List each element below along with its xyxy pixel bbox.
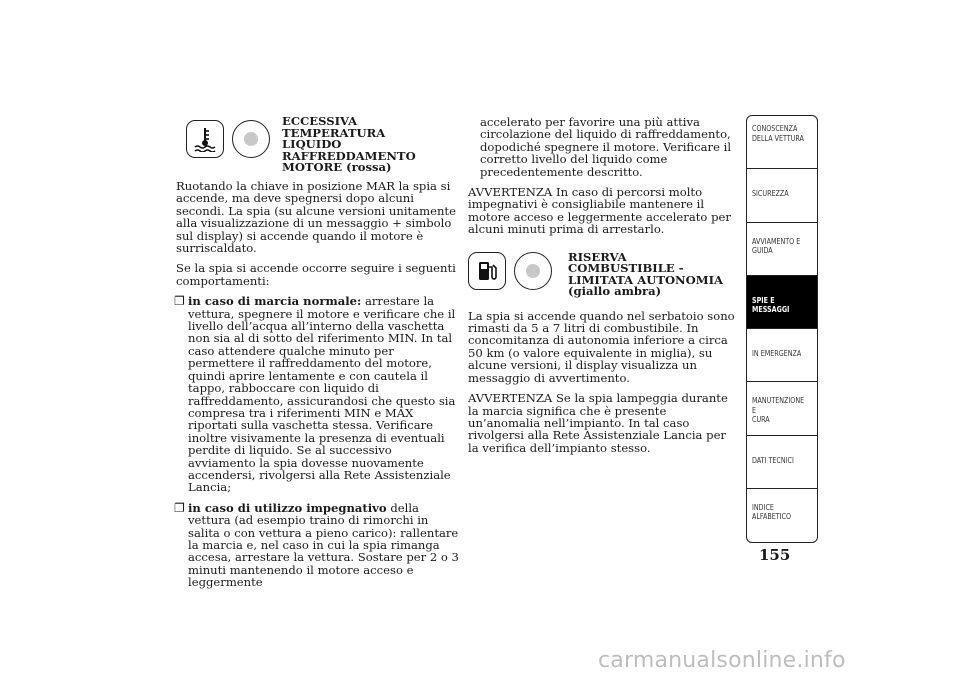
fuel-paragraph: La spia si accende quando nel serbatoio sono rimasti da 5 a 7 litri di combustibile. In concomitanza di autonomia inferiore a circa 50 km (o valore equivalente in miglia), su alcune versioni, il display visualizza un messaggio di avvertimento. [468, 308, 735, 385]
tab-manutenzione[interactable]: MANUTENZIONE E CURA [747, 382, 817, 435]
indicator-light-icon [232, 120, 270, 158]
continued-paragraph: accelerato per favorire una più attiva circolazione del liquido di raffreddamento, dopodiché spegnere il motore. Verificare il corretto livello del liquido come precedentemente descritto. [480, 115, 732, 179]
checkbox-bullet-icon: ❐ [174, 294, 185, 309]
coolant-paragraph-2: Se la spia si accende occorre seguire i seguenti comportamenti: [176, 261, 456, 288]
left-column [176, 116, 461, 597]
warning-note-2: AVVERTENZA Se la spia lampeggia durante la marcia significa che è presente un’anomalia nell’impianto. In tal caso rivolgersi alla Rete Assistenziale Lancia per la verifica dell’impianto stesso. [468, 391, 728, 455]
page-number: 155 [759, 546, 791, 564]
checkbox-bullet-icon: ❐ [174, 500, 185, 515]
indicator-light-icon [514, 252, 552, 290]
tab-conoscenza[interactable]: CONOSCENZA DELLA VETTURA [747, 116, 817, 169]
tab-indice[interactable]: INDICE ALFABETICO [752, 501, 792, 522]
tab-spie-messaggi[interactable]: SPIE E MESSAGGI [747, 276, 817, 329]
right-column [468, 116, 736, 462]
coolant-warning-header [176, 116, 461, 176]
bullet-heavy-use: ❐ in caso di utilizzo impegnativo della vettura (ad esempio traino di rimorchi in salita o con vettura a pieno carico): rallentare la marcia e, nel caso in cui la spia rimanga accesa, arrestare la vettura. Sostare per 2 o 3 minuti mantenendo il motore acceso e leggermente [174, 500, 459, 590]
fuel-warning-header [468, 249, 736, 306]
coolant-warning-title: ECCESSIVA TEMPERATURA LIQUIDO RAFFREDDAMENTO MOTORE (rossa) [282, 114, 416, 175]
coolant-temperature-icon [186, 120, 224, 158]
warning-note-1: AVVERTENZA In caso di percorsi molto impegnativi è consigliabile mantenere il motore acceso e leggermente accelerato per alcuni minuti prima di arrestarlo. [468, 185, 731, 237]
tab-emergenza[interactable]: IN EMERGENZA [747, 329, 817, 382]
section-tabs [746, 115, 818, 543]
tab-avviamento[interactable]: AVVIAMENTO E GUIDA [747, 223, 817, 276]
tab-dati-tecnici[interactable]: DATI TECNICI [747, 436, 817, 489]
fuel-warning-title: RISERVA COMBUSTIBILE - LIMITATA AUTONOMIA (giallo ambra) [568, 249, 723, 299]
bullet-normal-driving: ❐ in caso di marcia normale: arrestare la vettura, spegnere il motore e verificare che il livello dell’acqua all’interno della vaschetta non sia al di sotto del riferimento MIN. In tal caso attendere qualche minuto per permettere il raffreddamento del motore, quindi aprire lentamente e con cautela il tappo, rabboccare con liquido di raffreddamento, assicurandosi che questo sia compresa tra i riferimenti MIN e MAX riportati sulla vaschetta stessa. Verificare inoltre visivamente la presenza di eventuali perdite di liquido. Se al successivo avviamento la spia dovesse nuovamente accendersi, rivolgersi alla Rete Assistenziale Lancia; [174, 294, 456, 495]
fuel-pump-icon [468, 252, 506, 290]
coolant-paragraph-1: Ruotando la chiave in posizione MAR la spia si accende, ma deve spegnersi dopo alcuni secondi. La spia (su alcune versioni unitamente alla visualizzazione di un messaggio + simbolo sul display) si accende quando il motore è surriscaldato. [176, 179, 456, 256]
watermark: carmanualsonline.info [598, 648, 846, 673]
tab-sicurezza[interactable]: SICUREZZA [747, 169, 817, 222]
